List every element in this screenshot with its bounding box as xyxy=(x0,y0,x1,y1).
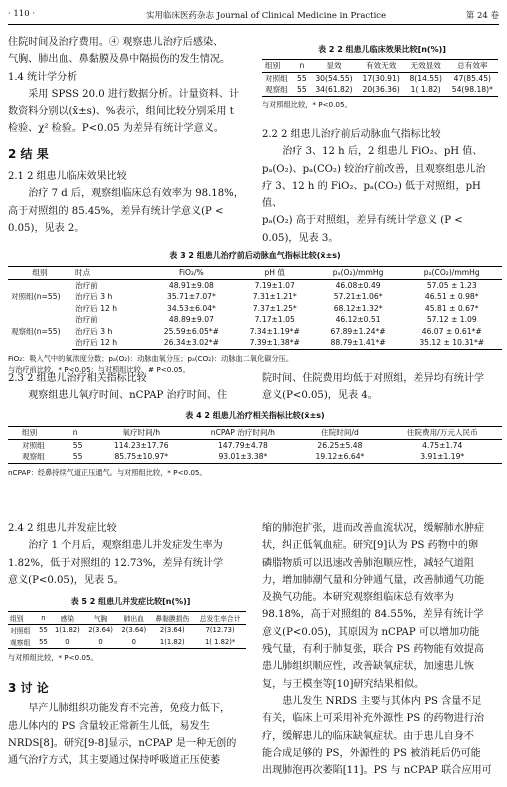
table-row xyxy=(8,303,502,315)
table-row xyxy=(8,314,502,326)
table-5-header: 总发生率合计 xyxy=(194,612,246,625)
table-cell: 34(61.82) xyxy=(310,84,357,96)
journal-title: 实用临床医药杂志 Journal of Clinical Medicine in Practice xyxy=(146,11,387,21)
table-cell: 55 xyxy=(70,451,94,463)
table-5-header: 气胸 xyxy=(84,612,117,625)
text-line: 疗，缓解患儿的临床缺氧症状。由于患儿自身不 xyxy=(262,730,474,742)
left-column-middle xyxy=(8,370,253,405)
table-5-note: 与对照组比较，* P<0.05。 xyxy=(8,652,98,662)
text-line: 疗 3、12 h 的 FiO₂、pₐ(CO₂) 低于对照组，pH 值、 xyxy=(262,180,481,210)
table-2-header: 总有效率 xyxy=(447,60,498,73)
page-number: · 110 · xyxy=(8,9,36,19)
table-cell: 2(3.64) xyxy=(88,626,113,635)
table-cell: 48.91±9.08 xyxy=(168,280,214,290)
table-3-header: 组别 xyxy=(8,267,72,280)
table-cell: 55 xyxy=(297,73,307,83)
text-line: 通气治疗方式，其主要通过保持呼吸道正压使萎 xyxy=(8,755,220,767)
table-cell: 54(98.18)* xyxy=(447,84,498,96)
running-header xyxy=(8,6,499,25)
table-cell: 7.37±1.25* xyxy=(252,303,297,313)
table-cell: 对照组 xyxy=(10,627,31,636)
table-2-header: 组别 xyxy=(262,60,293,73)
text-line: 住院时间及治疗费用。④ 观察患儿治疗后感染、 xyxy=(8,37,224,48)
table-2-header: 有效无效 xyxy=(358,60,405,73)
text-line: 患儿发生 NRDS 主要与其体内 PS 含量不足 xyxy=(282,695,482,707)
table-cell: 7.31±1.21* xyxy=(252,292,297,302)
table-cell: 67.89±1.24*# xyxy=(330,326,386,336)
table-5 xyxy=(8,611,246,649)
table-cell: 0 xyxy=(117,636,150,648)
table-5-title: 表 5 2 组患儿并发症比较[n(%)] xyxy=(70,597,191,606)
left-column-bottom xyxy=(8,520,253,589)
left-column-discussion xyxy=(8,680,253,769)
table-row xyxy=(8,337,502,349)
table-cell: 治疗后 3 h xyxy=(75,292,113,302)
text-line: 采用 SPSS 20.0 进行数据分析。计量资料、计 xyxy=(28,88,240,100)
table-cell: 治疗后 12 h xyxy=(72,337,148,349)
table-3-group-observation: 观察组(n=55) xyxy=(11,327,61,336)
table-row xyxy=(8,291,502,303)
text-line: 及换气功能。本研究观察组临床总有效率为 xyxy=(262,592,454,604)
left-column-top xyxy=(8,34,253,237)
table-row xyxy=(8,279,502,291)
table-cell: 55 xyxy=(36,636,51,648)
text-line: 意义(P<0.05)，见表 5。 xyxy=(8,574,124,586)
table-cell: 25.59±6.05*# xyxy=(163,326,219,336)
text-line: 状，纠正低氧血症。研究[9]认为 PS 药物中的卵 xyxy=(262,540,479,552)
table-cell: 55 xyxy=(72,440,83,450)
text-line: 残气量，有利于肺复张，联合 PS 药物能有效提高 xyxy=(262,644,484,656)
text-line: 意义(P<0.05)，其原因为 nCPAP 可以增加功能 xyxy=(262,626,480,638)
table-4-block xyxy=(8,410,502,478)
right-column-bottom xyxy=(262,520,504,779)
table-cell: 1( 1.82)* xyxy=(194,636,246,648)
table-cell: 对照组 xyxy=(22,440,45,450)
text-line: 治疗 3、12 h 后，2 组患儿 FiO₂、pH 值、 xyxy=(282,146,483,158)
table-2-title: 表 2 2 组患儿临床效果比较[n(%)] xyxy=(318,45,446,54)
table-cell: 46.51 ± 0.98* xyxy=(424,292,479,302)
table-cell: 114.23±17.76 xyxy=(113,440,169,450)
table-cell: 68.12±1.32* xyxy=(333,303,383,313)
volume-label: 第 24 卷 xyxy=(465,11,499,21)
table-row xyxy=(8,624,246,636)
table-cell: 2(3.64) xyxy=(121,626,147,635)
text-line: 早产儿肺组织功能发育不完善，免疫力低下， xyxy=(28,703,231,715)
table-cell: 55 xyxy=(293,84,310,96)
table-2-note: 与对照组比较，* P<0.05。 xyxy=(262,99,352,109)
table-cell: 7.19±1.07 xyxy=(254,280,295,290)
table-cell: 46.07 ± 0.61*# xyxy=(421,326,482,336)
table-cell: 观察组 xyxy=(8,636,36,648)
table-3 xyxy=(8,266,502,350)
text-line: 出现肺泡再次萎陷[11]。PS 与 nCPAP 联合应用可 xyxy=(262,765,492,777)
table-cell: 46.08±0.49 xyxy=(335,280,381,290)
table-4-header: 组别 xyxy=(8,427,70,440)
text-line: 治疗 7 d 后，观察组临床总有效率为 98.18%， xyxy=(28,188,244,200)
text-line: 有关，临床上可采用补充外源性 PS 的药物进行治 xyxy=(262,713,484,725)
table-cell: 3.91±1.19* xyxy=(383,451,503,463)
table-4 xyxy=(8,426,502,464)
table-cell: 26.34±3.02*# xyxy=(148,337,235,349)
table-4-title: 表 4 2 组患儿治疗相关指标比较(x̄±s) xyxy=(185,411,325,420)
table-cell: 85.75±10.97* xyxy=(94,451,188,463)
right-column-middle xyxy=(262,370,504,405)
table-cell: 35.71±7.07* xyxy=(166,292,216,302)
table-cell: 对照组 xyxy=(265,73,288,83)
text-line: 0.05)，见表 3。 xyxy=(262,232,339,244)
table-cell: 治疗前 xyxy=(75,280,98,290)
table-cell: 7.34±1.19*# xyxy=(249,326,300,336)
table-row xyxy=(8,326,502,338)
text-line: 观察组患儿氧疗时间、nCPAP 治疗时间、住 xyxy=(28,390,228,402)
subsection-heading: 1.4 统计学分析 xyxy=(8,71,78,83)
subsection-heading: 2.2 2 组患儿治疗前后动脉血气指标比较 xyxy=(262,129,441,140)
table-cell: 26.25±5.48 xyxy=(317,440,363,450)
section-heading: 3 讨 论 xyxy=(8,681,49,695)
table-3-header: 时点 xyxy=(72,267,148,280)
table-5-block xyxy=(8,596,253,663)
table-cell: 治疗后 3 h xyxy=(75,326,113,336)
table-cell: 30(54.55) xyxy=(315,73,353,83)
text-line: 高于对照组的 85.45%，差异有统计学意义(P < xyxy=(8,205,224,217)
text-line: 1.82%，低于对照组的 12.73%，差异有统计学 xyxy=(8,557,224,569)
table-cell: 20(36.36) xyxy=(358,84,405,96)
subsection-heading: 2.4 2 组患儿并发症比较 xyxy=(8,523,117,534)
table-cell: 45.81 ± 0.67* xyxy=(424,303,479,313)
table-cell: 7(12.73) xyxy=(205,626,235,635)
text-line: 院时间、住院费用均低于对照组，差异均有统计学 xyxy=(262,373,485,384)
table-cell: 观察组 xyxy=(262,84,293,96)
table-cell: 93.01±3.38* xyxy=(188,451,297,463)
table-5-header: 肺出血 xyxy=(117,612,150,625)
table-5-header: 感染 xyxy=(51,612,84,625)
table-row xyxy=(8,636,246,648)
table-2-header: n xyxy=(293,60,310,73)
text-line: 缩的肺泡扩张，进而改善血流状况，缓解肺水肿症 xyxy=(262,523,485,534)
table-cell: 57.21±1.06* xyxy=(333,292,383,302)
table-cell: 1(1.82) xyxy=(150,636,194,648)
text-line: 98.18%，高于对照组的 84.55%，差异有统计学 xyxy=(262,609,484,621)
table-cell: 0 xyxy=(84,636,117,648)
text-line: 数资料分别以(x̄±s)、%表示，组间比较分别采用 t xyxy=(8,106,234,118)
table-3-note: FiO₂：吸入气中的氧浓度分数；pₐ(O₂)：动脉血氧分压；pₐ(CO₂)：动脉血二氧化碳分压。 xyxy=(8,353,294,363)
table-cell: 88.79±1.41*# xyxy=(315,337,402,349)
text-line: 患儿体内的 PS 含量较正常新生儿低，易发生 xyxy=(8,720,210,732)
table-cell: 7.39±1.38*# xyxy=(235,337,315,349)
table-cell: 2(3.64) xyxy=(159,626,185,635)
subsection-heading: 2.1 2 组患儿临床效果比较 xyxy=(8,171,127,183)
table-5-header: n xyxy=(36,612,51,625)
table-3-header: pₐ(CO₂)/mmHg xyxy=(401,267,502,280)
table-2-header: 显效 xyxy=(310,60,357,73)
text-line: 能合成足够的 PS，外源性的 PS 被消耗后仍可能 xyxy=(262,747,481,759)
table-3-header: pH 值 xyxy=(235,267,315,280)
right-column-top xyxy=(262,126,504,247)
table-row xyxy=(262,72,498,84)
table-cell: 1(1.82) xyxy=(54,626,80,635)
table-cell: 147.79±4.78 xyxy=(217,440,268,450)
table-2 xyxy=(262,59,498,97)
table-cell: 34.53±6.04* xyxy=(166,303,216,313)
table-row xyxy=(8,451,502,463)
table-row xyxy=(8,439,502,451)
table-cell: 治疗后 12 h xyxy=(75,303,118,313)
text-line: pₐ(O₂)、pₐ(CO₂) 较治疗前改善，且观察组患儿治 xyxy=(262,163,486,175)
table-cell: 35.12 ± 10.31*# xyxy=(401,337,502,349)
table-cell: 8(14.55) xyxy=(409,73,442,83)
table-cell: 57.12 ± 1.09 xyxy=(426,315,477,325)
text-line: 复，与王模奎等[10]研究结果相似。 xyxy=(262,678,425,690)
text-line: 患儿肺组织顺应性，改善缺氧症状，加速患儿恢 xyxy=(262,661,474,673)
table-2-block xyxy=(262,44,502,110)
text-line: NRDS[8]。研究[9-8]显示，nCPAP 是一种无创的 xyxy=(8,737,237,749)
table-cell: 55 xyxy=(39,626,48,635)
text-line: 意义(P<0.05)，见表 4。 xyxy=(262,390,378,402)
table-cell: 治疗前 xyxy=(75,315,98,325)
text-line: 0.05)，见表 2。 xyxy=(8,222,85,234)
table-3-title: 表 3 2 组患儿治疗前后动脉血气指标比较(x̄±s) xyxy=(169,251,341,260)
table-cell: 57.05 ± 1.23 xyxy=(426,280,477,290)
table-4-header: 住院时间/d xyxy=(297,427,382,440)
section-heading: 2 结 果 xyxy=(8,146,49,161)
text-line: 气胸、肺出血、鼻黏膜及鼻中隔损伤的发生情况。 xyxy=(8,54,231,66)
table-2-header: 无效显效 xyxy=(405,60,447,73)
text-line: 磷脂物质可以迅速改善肺泡顺应性，减轻气道阻 xyxy=(262,557,474,569)
subsection-heading: 2.3 2 组患儿治疗相关指标比较 xyxy=(8,373,147,384)
table-cell: 7.17±1.05 xyxy=(254,315,295,325)
table-3-group-control: 对照组(n=55) xyxy=(11,292,61,302)
text-line: pₐ(O₂) 高于对照组，差异有统计学意义 (P < xyxy=(262,215,463,227)
table-cell: 46.12±0.51 xyxy=(335,315,381,325)
table-3-note: 与治疗前比较，* P<0.05；与对照组比较，# P<0.05。 xyxy=(8,364,190,374)
table-5-header: 组别 xyxy=(8,612,36,625)
table-cell: 47(85.45) xyxy=(453,73,491,83)
text-line: 治疗 1 个月后，观察组患儿并发症发生率为 xyxy=(28,540,223,552)
table-cell: 0 xyxy=(51,636,84,648)
table-4-header: 氧疗时间/h xyxy=(94,427,188,440)
table-3-header: FiO₂/% xyxy=(148,267,235,280)
table-4-header: nCPAP 治疗时间/h xyxy=(188,427,297,440)
table-3-block xyxy=(8,250,502,375)
table-row xyxy=(262,84,498,96)
table-cell: 1( 1.82) xyxy=(405,84,447,96)
table-cell: 48.89±9.07 xyxy=(168,315,214,325)
table-4-header: 住院费用/万元人民币 xyxy=(383,427,503,440)
table-cell: 4.75±1.74 xyxy=(422,440,463,450)
table-4-header: n xyxy=(70,427,94,440)
table-cell: 17(30.91) xyxy=(362,73,400,83)
table-cell: 19.12±6.64* xyxy=(297,451,382,463)
table-5-header: 鼻黏膜损伤 xyxy=(150,612,194,625)
table-cell: 观察组 xyxy=(8,451,70,463)
text-line: 力，增加肺潮气量和分钟通气量，改善肺通气功能 xyxy=(262,574,485,586)
table-3-header: pₐ(O₂)/mmHg xyxy=(315,267,402,280)
table-4-note: nCPAP：经鼻持续气道正压通气。与对照组比较，* P<0.05。 xyxy=(8,467,207,477)
text-line: 检验、χ² 检验。P<0.05 为差异有统计学意义。 xyxy=(8,123,224,135)
